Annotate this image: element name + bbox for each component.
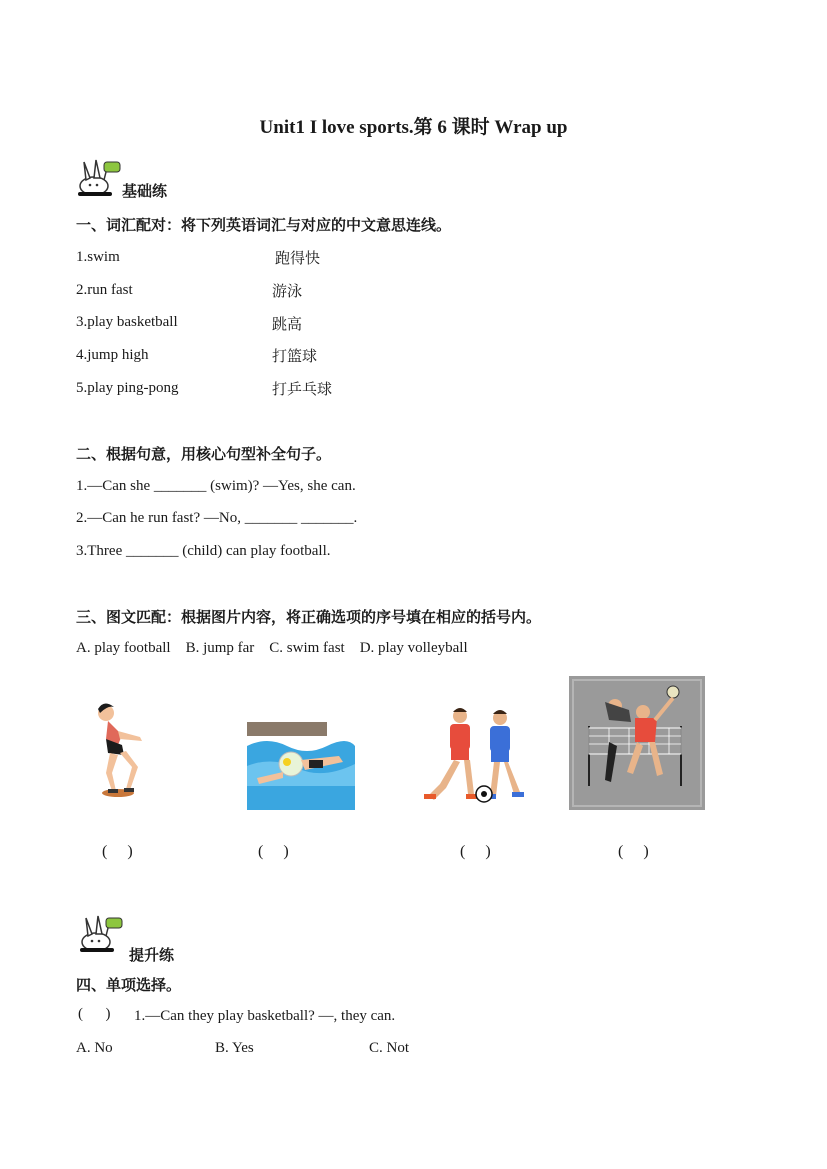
vocab-chinese-3: 跳高 xyxy=(272,315,303,333)
answer-blank-2[interactable]: ( ) xyxy=(258,843,289,860)
sentence-3: 3.Three _______ (child) can play football. xyxy=(76,543,331,559)
jumping-girl-image xyxy=(78,695,163,800)
sentence-2: 2.—Can he run fast? —No, _______ _______. xyxy=(76,510,358,526)
choice-a: A. No xyxy=(76,1040,113,1056)
basic-practice-label: 基础练 xyxy=(122,182,168,200)
answer-blank-1[interactable]: ( ) xyxy=(102,843,133,860)
section1-heading: 一、词汇配对：将下列英语词汇与对应的中文意思连线。 xyxy=(76,216,452,234)
vocab-english-1: 1.swim xyxy=(76,249,120,265)
vocab-english-5: 5.play ping-pong xyxy=(76,380,179,396)
vocab-chinese-1: 跑得快 xyxy=(275,249,321,267)
volleyball-players-image xyxy=(569,676,705,810)
vocab-english-3: 3.play basketball xyxy=(76,314,178,330)
swimmer-image xyxy=(247,716,355,810)
answer-blank-4[interactable]: ( ) xyxy=(618,843,649,860)
vocab-chinese-2: 游泳 xyxy=(272,282,303,300)
question-answer-paren[interactable]: ( ) xyxy=(78,1006,111,1022)
choice-c: C. Not xyxy=(369,1040,410,1056)
answer-blank-3[interactable]: ( ) xyxy=(460,843,491,860)
advanced-practice-label: 提升练 xyxy=(129,946,175,964)
section2-heading: 二、根据句意，用核心句型补全句子。 xyxy=(76,445,332,463)
sentence-1: 1.—Can she _______ (swim)? —Yes, she can. xyxy=(76,478,356,494)
page-title: Unit1 I love sports.第 6 课时 Wrap up xyxy=(259,117,568,138)
section3-heading: 三、图文匹配：根据图片内容，将正确选项的序号填在相应的括号内。 xyxy=(76,608,542,626)
vocab-english-2: 2.run fast xyxy=(76,282,133,298)
match-options: A. play football B. jump far C. swim fast D. play volleyball xyxy=(76,640,468,656)
football-players-image xyxy=(420,704,532,806)
vocab-chinese-4: 打篮球 xyxy=(272,347,318,365)
choice-b: B. Yes xyxy=(215,1040,254,1056)
rabbit-mascot-icon xyxy=(76,158,124,203)
vocab-chinese-5: 打乒乓球 xyxy=(272,380,333,398)
rabbit-mascot-icon xyxy=(78,914,126,959)
section4-heading: 四、单项选择。 xyxy=(76,976,182,994)
vocab-english-4: 4.jump high xyxy=(76,347,149,363)
question-1: 1.—Can they play basketball? —, they can. xyxy=(134,1008,396,1024)
